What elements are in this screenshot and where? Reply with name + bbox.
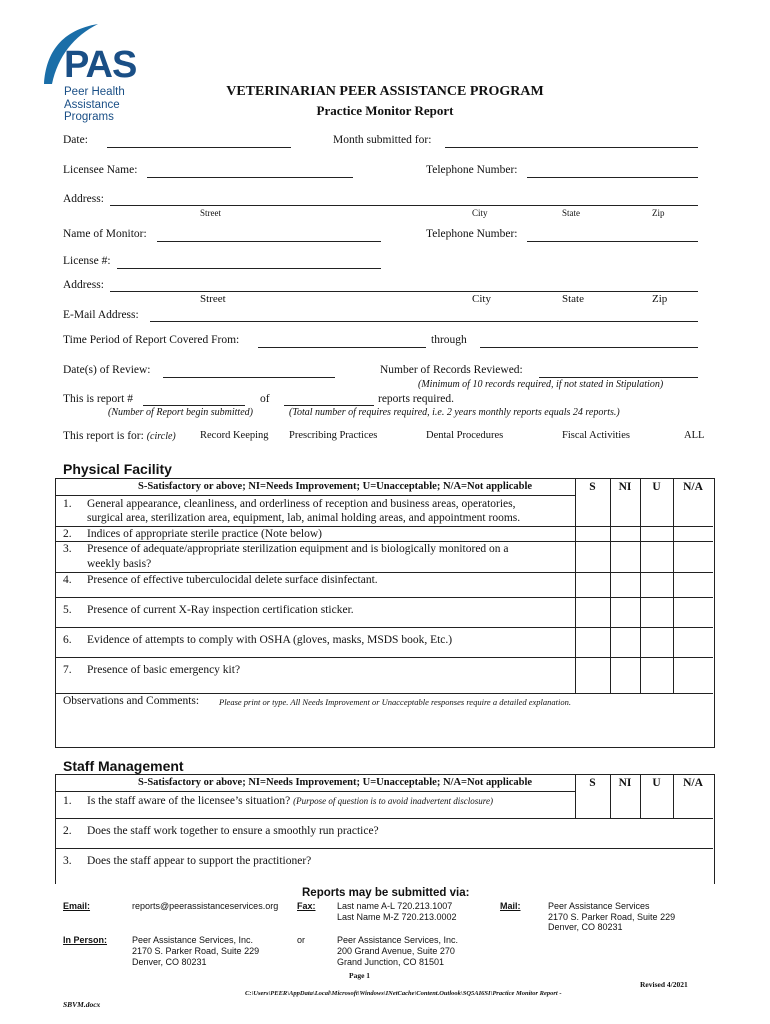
zip-caption: Zip — [652, 208, 665, 218]
col-s: S — [589, 481, 596, 493]
staff-col-u: U — [652, 777, 661, 789]
monitor-street-caption: Street — [200, 293, 226, 305]
logo — [40, 22, 170, 123]
logo-name: PAS — [64, 44, 137, 86]
staff-col-na: N/A — [683, 777, 703, 789]
in-person-line1: Peer Assistance Services, Inc. — [132, 935, 254, 945]
observations-note: Please print or type. All Needs Improvement or Unacceptable responses require a detailed explanation. — [219, 697, 571, 707]
staff-col-ni: NI — [618, 777, 632, 789]
reports-required-label: reports required. — [378, 393, 454, 405]
monitor-name-field[interactable] — [157, 241, 381, 242]
license-label: License #: — [63, 255, 111, 267]
address-label: Address: — [63, 193, 104, 205]
email-value[interactable]: reports@peerassistanceservices.org — [132, 901, 279, 911]
fax-label: Fax: — [297, 901, 316, 911]
period-from-field[interactable] — [258, 347, 426, 348]
fax-line1: Last name A-L 720.213.1007 — [337, 901, 453, 911]
monitor-address-label: Address: — [63, 279, 104, 291]
option-prescribing[interactable]: Prescribing Practices — [289, 430, 378, 441]
in-person-line3: Denver, CO 80231 — [132, 957, 207, 967]
license-field[interactable] — [117, 268, 381, 269]
staff-heading: Staff Management — [63, 758, 184, 774]
option-dental[interactable]: Dental Procedures — [426, 430, 504, 441]
in-person-line2: 2170 S. Parker Road, Suite 229 — [132, 946, 260, 956]
observations-label: Observations and Comments: — [63, 695, 200, 707]
month-label: Month submitted for: — [333, 134, 432, 146]
email-method-label: Email: — [63, 901, 91, 911]
mail-line1: Peer Assistance Services — [548, 901, 650, 911]
doc-name: SBVM.docx — [63, 1000, 101, 1009]
report-number-label: This is report # — [63, 393, 133, 405]
gj-line2: 200 Grand Avenue, Suite 270 — [337, 946, 455, 956]
staff-legend: S-Satisfactory or above; NI=Needs Improvement; U=Unacceptable; N/A=Not applicable — [138, 777, 533, 788]
address-field[interactable] — [110, 205, 698, 206]
date-field[interactable] — [107, 147, 291, 148]
street-caption: Street — [200, 208, 221, 218]
gj-line1: Peer Assistance Services, Inc. — [337, 935, 459, 945]
col-na: N/A — [683, 481, 703, 493]
logo-line2: Assistance Programs — [64, 99, 120, 123]
col-ni: NI — [618, 481, 632, 493]
physical-heading: Physical Facility — [63, 461, 172, 477]
page-subtitle: Practice Monitor Report — [316, 103, 454, 118]
total-reports-field[interactable] — [284, 405, 374, 406]
gj-line3: Grand Junction, CO 81501 — [337, 957, 445, 967]
staff-col-s: S — [589, 777, 596, 789]
revised-date: Revised 4/2021 — [640, 980, 688, 989]
of-label: of — [260, 393, 270, 405]
records-reviewed-label: Number of Records Reviewed: — [380, 364, 523, 376]
logo-line1: Peer Health — [64, 86, 125, 98]
col-u: U — [652, 481, 661, 493]
submit-title: Reports may be submitted via: — [302, 887, 470, 899]
email-field[interactable] — [150, 321, 698, 322]
report-number-field[interactable] — [143, 405, 245, 406]
mail-line3: Denver, CO 80231 — [548, 922, 623, 932]
file-path: C:\Users\PEER\AppData\Local\Microsoft\Windows\INetCache\Content.Outlook\SQ5AI6SI\Practice Monitor Report - — [245, 990, 562, 997]
period-label: Time Period of Report Covered From: — [63, 334, 240, 346]
page-title: VETERINARIAN PEER ASSISTANCE PROGRAM — [226, 84, 544, 99]
mail-label: Mail: — [500, 901, 521, 911]
licensee-name-label: Licensee Name: — [63, 164, 138, 176]
licensee-name-field[interactable] — [147, 177, 353, 178]
mail-line2: 2170 S. Parker Road, Suite 229 — [548, 912, 676, 922]
total-reports-note: (Total number of requires required, i.e. 2 years monthly reports equals 24 reports.) — [289, 407, 620, 418]
report-for-label: This report is for: (circle) — [63, 430, 176, 442]
state-caption: State — [562, 208, 580, 218]
min-records-note: (Minimum of 10 records required, if not stated in Stipulation) — [418, 379, 664, 390]
through-label: through — [431, 334, 467, 346]
option-fiscal[interactable]: Fiscal Activities — [562, 430, 630, 441]
period-through-field[interactable] — [480, 347, 698, 348]
telephone-label: Telephone Number: — [426, 164, 518, 176]
monitor-address-field[interactable] — [110, 291, 698, 292]
review-dates-label: Date(s) of Review: — [63, 364, 151, 376]
page-number: Page 1 — [349, 971, 371, 980]
monitor-name-label: Name of Monitor: — [63, 228, 147, 240]
physical-legend: S-Satisfactory or above; NI=Needs Improvement; U=Unacceptable; N/A=Not applicable — [138, 481, 533, 492]
email-label: E-Mail Address: — [63, 309, 139, 321]
monitor-state-caption: State — [562, 293, 584, 305]
telephone-field[interactable] — [527, 177, 698, 178]
observations-field[interactable] — [58, 712, 710, 744]
monitor-city-caption: City — [472, 293, 491, 305]
month-field[interactable] — [445, 147, 698, 148]
option-all[interactable]: ALL — [684, 430, 705, 441]
records-reviewed-field[interactable] — [539, 377, 698, 378]
monitor-telephone-field[interactable] — [527, 241, 698, 242]
report-number-note: (Number of Report begin submitted) — [108, 407, 253, 418]
city-caption: City — [472, 208, 488, 218]
fax-line2: Last Name M-Z 720.213.0002 — [337, 912, 457, 922]
monitor-telephone-label: Telephone Number: — [426, 228, 518, 240]
option-record-keeping[interactable]: Record Keeping — [200, 430, 269, 441]
review-dates-field[interactable] — [163, 377, 335, 378]
monitor-zip-caption: Zip — [652, 293, 668, 305]
in-person-label: In Person: — [63, 935, 108, 945]
date-label: Date: — [63, 134, 88, 146]
or-label: or — [297, 935, 306, 945]
